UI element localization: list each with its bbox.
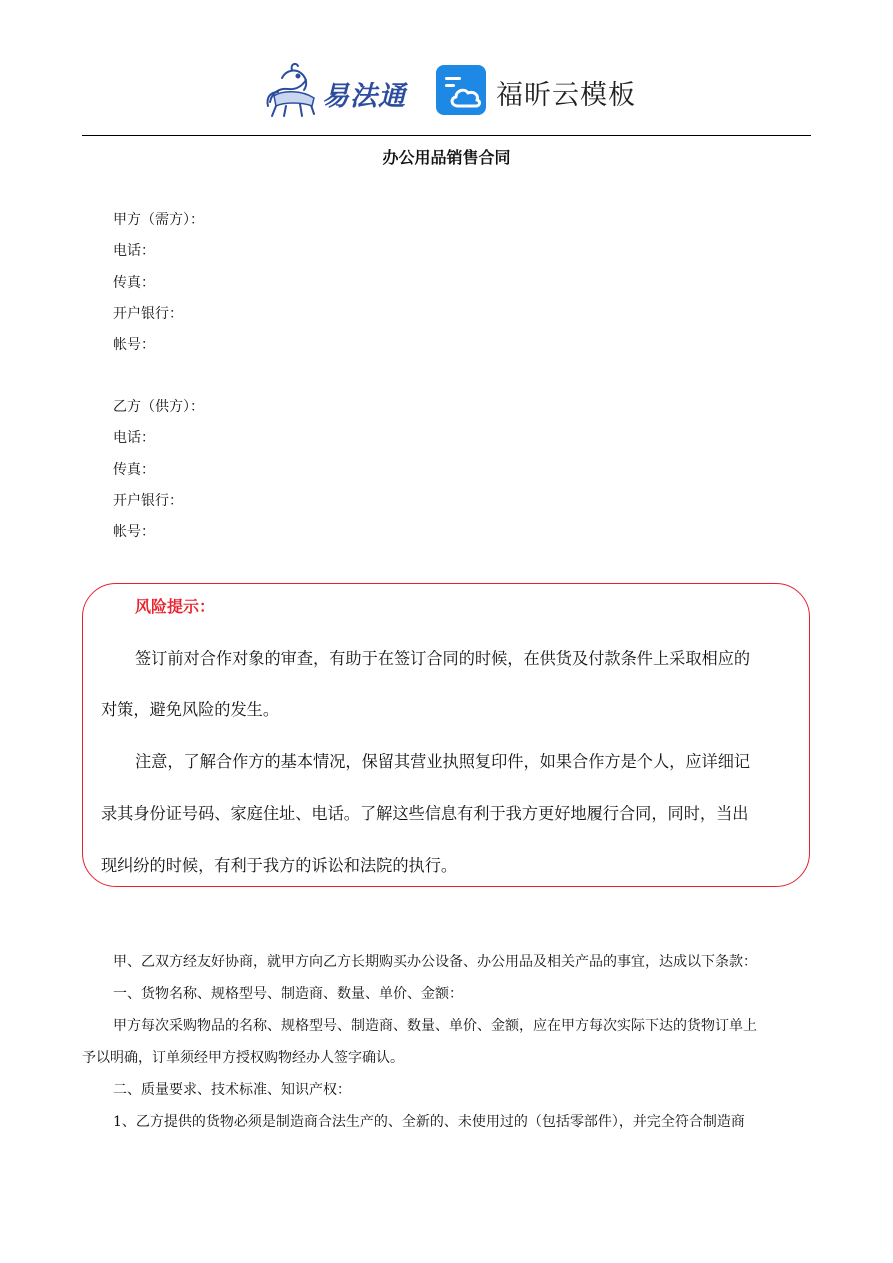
risk-line: 现纠纷的时候，有利于我方的诉讼和法院的执行。 [101,856,458,875]
section-heading-goods: 一、货物名称、规格型号、制造商、数量、单价、金额： [113,986,463,1002]
party-b-name: 乙方（供方）： [113,399,204,415]
document-title: 办公用品销售合同 [382,148,511,167]
section-heading-quality: 二、质量要求、技术标准、知识产权： [113,1082,351,1098]
logo-fuxin-template: 福昕云模板 [496,80,636,111]
party-a-phone: 电话： [113,243,155,260]
party-b-bank: 开户银行： [113,492,183,509]
party-a-name: 甲方（需方）： [113,212,204,228]
contract-preamble: 甲、乙双方经友好协商，就甲方向乙方长期购买办公设备、办公用品及相关产品的事宜，达成以下条款： [113,954,757,970]
risk-notice-title: 风险提示： [135,597,216,616]
section-text: 予以明确，订单须经甲方授权购物经办人签字确认。 [82,1050,404,1066]
party-a-bank: 开户银行： [113,305,183,322]
risk-line: 录其身份证号码、家庭住址、电话。了解这些信息有利于我方更好地履行合同，同时，当出 [101,804,749,823]
header-divider [82,135,811,136]
cloud-document-icon [436,65,486,115]
party-a-block [113,211,204,367]
risk-line: 对策，避免风险的发生。 [101,700,280,719]
header-logos [0,56,893,124]
risk-line: 注意，了解合作方的基本情况，保留其营业执照复印件，如果合作方是个人，应详细记 [135,752,751,771]
party-b-block [113,398,204,554]
risk-notice-box [82,583,810,887]
section-text: 1、乙方提供的货物必须是制造商合法生产的、全新的、未使用过的（包括零部件），并完全符合制造商 [113,1114,745,1130]
party-b-phone: 电话： [113,430,155,447]
risk-line: 签订前对合作对象的审查，有助于在签订合同的时候，在供货及付款条件上采取相应的 [135,649,751,668]
party-b-account: 帐号： [113,524,155,541]
party-b-fax: 传真： [113,461,155,478]
section-text: 甲方每次采购物品的名称、规格型号、制造商、数量、单价、金额，应在甲方每次实际下达的货物订单上 [113,1018,757,1034]
party-a-fax: 传真： [113,274,155,291]
party-a-account: 帐号： [113,337,155,354]
logo-yifatong: 易法通 [322,81,406,112]
